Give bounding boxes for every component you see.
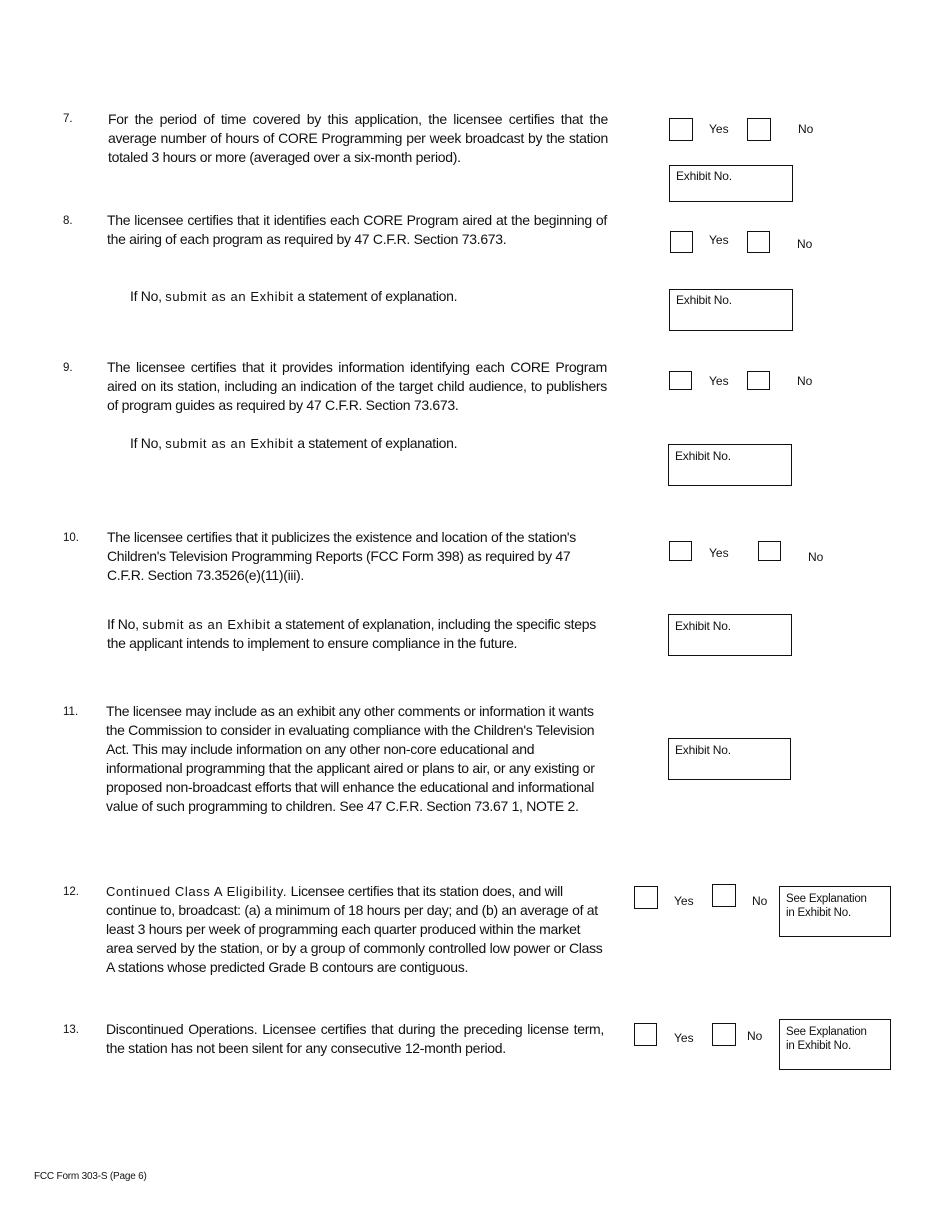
item-10-no-checkbox[interactable]: [758, 541, 781, 561]
item-12-text: [106, 882, 606, 977]
item-7-number: 7.: [63, 113, 73, 125]
see-explanation-line2: in Exhibit No.: [786, 1040, 851, 1052]
item-8-yes-label: Yes: [709, 233, 729, 247]
item-8-if-no: [130, 287, 600, 306]
item-7-no-checkbox[interactable]: [747, 118, 771, 141]
item-9-no-label: No: [797, 374, 813, 388]
item-10-exhibit-field[interactable]: [668, 614, 792, 656]
item-12-no-label: No: [752, 894, 768, 908]
item-9-yes-checkbox[interactable]: [669, 371, 692, 390]
item-13-yes-checkbox[interactable]: [634, 1023, 657, 1046]
item-12-body: Licensee certifies that its station does, and will continue to, broadcast: (a) a minimum of 18 hours per day; and (b) an average of at least 3 hours per week of programming each quarter produced within the market area served by the station, or by a group of commonly controlled low power or Class A stations whose predicted Grade B contours are contiguous.: [106, 883, 603, 975]
item-10-number: 10.: [63, 532, 79, 544]
if-no-emphasis: submit as an Exhibit: [142, 617, 271, 632]
item-10-no-label: No: [808, 550, 824, 564]
item-12-yes-label: Yes: [674, 894, 694, 908]
item-8-no-label: No: [797, 237, 813, 251]
item-11-text: The licensee may include as an exhibit any other comments or information it wants the Commission to consider in evaluating compliance with the Children's Television Act. This may include information on any other non-core educational and informational programming that the applicant aired or plans to air, or any existing or proposed non-broadcast efforts that will enhance the educational and informational value of such programming to children. See 47 C.F.R. Section 73.67 1, NOTE 2.: [106, 703, 595, 814]
item-7-yes-label: Yes: [709, 122, 729, 136]
item-7-no-label: No: [798, 122, 814, 136]
see-explanation-line2: in Exhibit No.: [786, 907, 851, 919]
item-13-no-label: No: [747, 1029, 763, 1043]
item-7-exhibit-field[interactable]: [669, 165, 793, 202]
see-explanation-line1: See Explanation: [786, 1026, 867, 1038]
item-9-yes-label: Yes: [709, 374, 729, 388]
item-9-text: The licensee certifies that it provides information identifying each CORE Program aired on its station, including an indication of the target child audience, to publishers of program guides as required by 47 C.F.R. Section 73.673.: [107, 359, 607, 413]
item-8-exhibit-field[interactable]: [669, 289, 793, 331]
item-12-number: 12.: [63, 886, 79, 898]
item-13-heading: Discontinued Operations.: [106, 1021, 258, 1037]
item-10-yes-checkbox[interactable]: [669, 541, 692, 561]
exhibit-no-label: Exhibit No.: [675, 449, 731, 463]
if-no-emphasis: submit as an Exhibit: [165, 436, 294, 451]
item-10-if-no: [107, 615, 602, 653]
item-10-text: The licensee certifies that it publicizes the existence and location of the station's Children's Television Programming Reports (FCC Form 398) as required by 47 C.F.R. Section 73.3526(e)(11)(iii).: [107, 529, 577, 583]
item-9-no-checkbox[interactable]: [747, 371, 770, 390]
item-8-number: 8.: [63, 215, 73, 227]
item-12-see-explanation-field[interactable]: [779, 886, 891, 937]
item-7-yes-checkbox[interactable]: [669, 118, 693, 141]
exhibit-no-label: Exhibit No.: [676, 293, 732, 307]
item-12-yes-checkbox[interactable]: [634, 886, 658, 909]
item-10-yes-label: Yes: [709, 546, 729, 560]
item-13-see-explanation-field[interactable]: [779, 1019, 891, 1070]
item-13-body: Licensee certifies that during the preceding license term, the station has not been silent for any consecutive 12-month period.: [106, 1021, 605, 1056]
if-no-prefix: If No,: [130, 435, 162, 451]
item-12-no-checkbox[interactable]: [712, 884, 736, 907]
item-12-heading: Continued Class A Eligibility.: [106, 884, 288, 899]
if-no-suffix: a statement of explanation, including the specific steps the applicant intends to implement to ensure compliance in the future.: [107, 616, 596, 651]
item-9-exhibit-field[interactable]: [668, 444, 792, 486]
if-no-emphasis: submit as an Exhibit: [165, 289, 294, 304]
item-8-yes-checkbox[interactable]: [670, 231, 693, 253]
if-no-suffix: a statement of explanation.: [297, 288, 458, 304]
item-13-text: [106, 1020, 604, 1058]
exhibit-no-label: Exhibit No.: [676, 169, 732, 183]
if-no-suffix: a statement of explanation.: [297, 435, 458, 451]
item-8-text: The licensee certifies that it identifies each CORE Program aired at the beginning of the airing of each program as required by 47 C.F.R. Section 73.673.: [107, 212, 607, 247]
exhibit-no-label: Exhibit No.: [675, 619, 731, 633]
item-11-exhibit-field[interactable]: [668, 738, 791, 780]
item-11-number: 11.: [63, 706, 79, 718]
item-13-no-checkbox[interactable]: [712, 1023, 736, 1046]
see-explanation-line1: See Explanation: [786, 893, 867, 905]
if-no-prefix: If No,: [130, 288, 162, 304]
item-9-number: 9.: [63, 362, 73, 374]
item-13-yes-label: Yes: [674, 1031, 694, 1045]
exhibit-no-label: Exhibit No.: [675, 743, 731, 757]
if-no-prefix: If No,: [107, 616, 139, 632]
item-8-no-checkbox[interactable]: [747, 231, 770, 253]
item-7-text: For the period of time covered by this application, the licensee certifies that the average number of hours of CORE Programming per week broadcast by the station totaled 3 hours or more (averaged over a six-month period).: [108, 111, 608, 165]
item-13-number: 13.: [63, 1024, 79, 1036]
item-9-if-no: [130, 434, 600, 453]
form-footer: FCC Form 303-S (Page 6): [34, 1171, 147, 1182]
